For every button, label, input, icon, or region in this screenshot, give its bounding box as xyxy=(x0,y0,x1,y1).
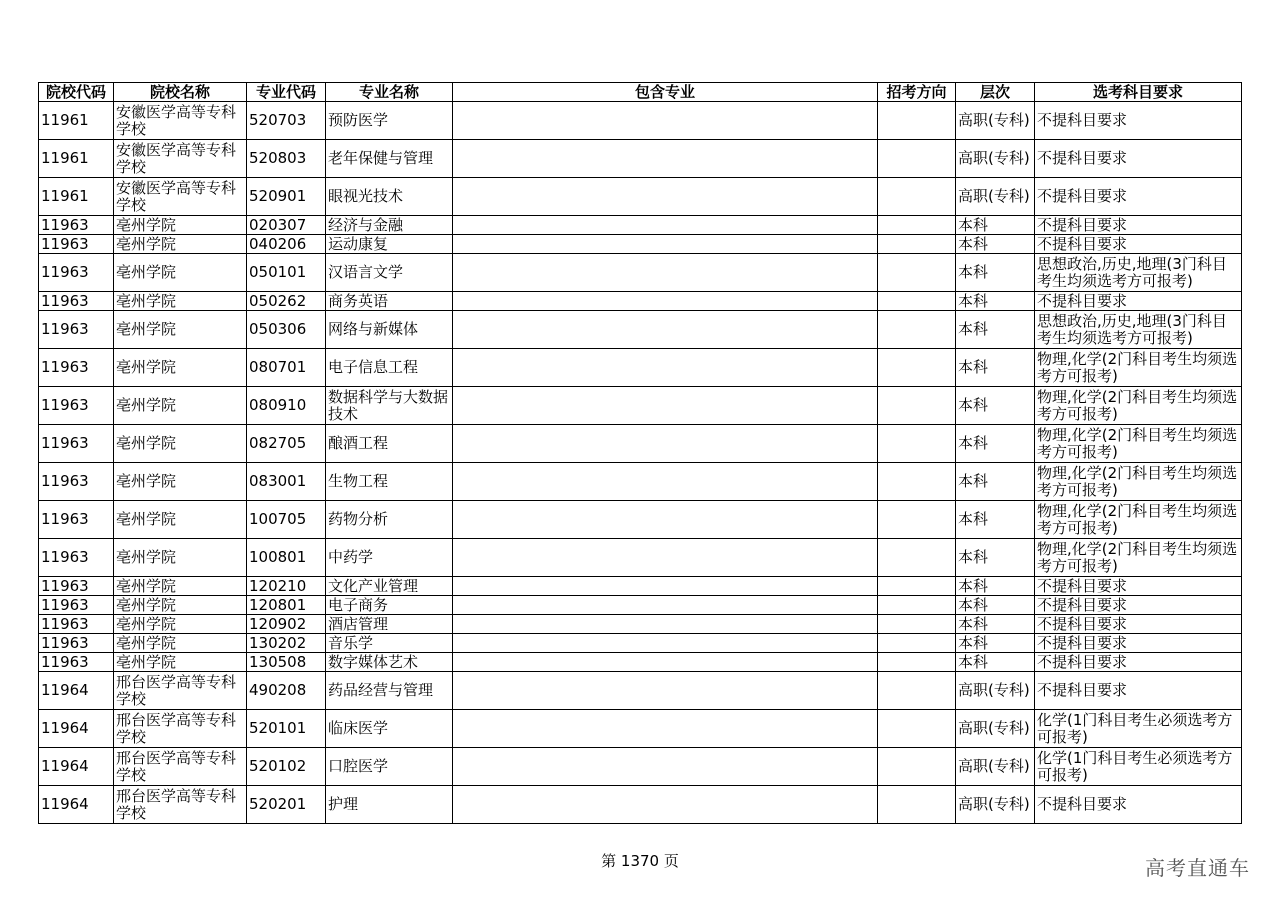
cell-included-majors xyxy=(453,501,878,539)
cell-level: 高职(专科) xyxy=(956,178,1035,216)
cell-level: 高职(专科) xyxy=(956,710,1035,748)
cell-school-code: 11963 xyxy=(39,216,114,235)
cell-school-code: 11963 xyxy=(39,254,114,292)
cell-major-name: 酒店管理 xyxy=(326,615,453,634)
cell-included-majors xyxy=(453,596,878,615)
header-school-name: 院校名称 xyxy=(114,83,247,102)
table-row xyxy=(39,577,1242,596)
table-row xyxy=(39,710,1242,748)
cell-major-name: 酿酒工程 xyxy=(326,425,453,463)
cell-included-majors xyxy=(453,178,878,216)
cell-level: 本科 xyxy=(956,425,1035,463)
cell-included-majors xyxy=(453,786,878,824)
cell-major-code: 120801 xyxy=(247,596,326,615)
cell-school-code: 11964 xyxy=(39,672,114,710)
cell-direction xyxy=(878,596,956,615)
cell-school-code: 11963 xyxy=(39,235,114,254)
page-number: 第 1370 页 xyxy=(601,852,679,870)
cell-subject-requirement: 不提科目要求 xyxy=(1035,178,1242,216)
cell-subject-requirement: 物理,化学(2门科目考生均须选考方可报考) xyxy=(1035,387,1242,425)
cell-major-code: 082705 xyxy=(247,425,326,463)
cell-direction xyxy=(878,425,956,463)
cell-included-majors xyxy=(453,349,878,387)
cell-school-code: 11963 xyxy=(39,634,114,653)
cell-level: 高职(专科) xyxy=(956,102,1035,140)
cell-direction xyxy=(878,254,956,292)
cell-school-name: 亳州学院 xyxy=(114,235,247,254)
table-row xyxy=(39,311,1242,349)
cell-subject-requirement: 不提科目要求 xyxy=(1035,292,1242,311)
cell-school-code: 11961 xyxy=(39,178,114,216)
watermark: 高考直通车 xyxy=(1145,856,1250,880)
cell-level: 本科 xyxy=(956,311,1035,349)
admissions-table xyxy=(38,82,1242,824)
cell-major-code: 100705 xyxy=(247,501,326,539)
cell-school-name: 邢台医学高等专科学校 xyxy=(114,672,247,710)
table-row xyxy=(39,539,1242,577)
table-row xyxy=(39,425,1242,463)
cell-direction xyxy=(878,349,956,387)
cell-school-code: 11963 xyxy=(39,387,114,425)
cell-level: 高职(专科) xyxy=(956,748,1035,786)
cell-school-code: 11964 xyxy=(39,710,114,748)
cell-major-code: 520803 xyxy=(247,140,326,178)
cell-subject-requirement: 不提科目要求 xyxy=(1035,653,1242,672)
cell-major-name: 药物分析 xyxy=(326,501,453,539)
cell-subject-requirement: 不提科目要求 xyxy=(1035,235,1242,254)
cell-major-name: 口腔医学 xyxy=(326,748,453,786)
table-header-row xyxy=(39,83,1242,102)
table-row xyxy=(39,615,1242,634)
cell-subject-requirement: 物理,化学(2门科目考生均须选考方可报考) xyxy=(1035,463,1242,501)
cell-included-majors xyxy=(453,577,878,596)
cell-major-code: 083001 xyxy=(247,463,326,501)
table-body xyxy=(39,102,1242,824)
cell-major-name: 老年保健与管理 xyxy=(326,140,453,178)
cell-major-name: 电子信息工程 xyxy=(326,349,453,387)
cell-level: 高职(专科) xyxy=(956,140,1035,178)
cell-subject-requirement: 不提科目要求 xyxy=(1035,786,1242,824)
cell-school-name: 安徽医学高等专科学校 xyxy=(114,178,247,216)
cell-subject-requirement: 不提科目要求 xyxy=(1035,577,1242,596)
cell-included-majors xyxy=(453,710,878,748)
table-row xyxy=(39,501,1242,539)
cell-major-code: 020307 xyxy=(247,216,326,235)
cell-direction xyxy=(878,178,956,216)
cell-level: 本科 xyxy=(956,292,1035,311)
cell-direction xyxy=(878,615,956,634)
table-row xyxy=(39,235,1242,254)
table-row xyxy=(39,140,1242,178)
cell-major-code: 120902 xyxy=(247,615,326,634)
cell-school-code: 11963 xyxy=(39,577,114,596)
cell-school-code: 11963 xyxy=(39,463,114,501)
cell-major-code: 050101 xyxy=(247,254,326,292)
cell-level: 本科 xyxy=(956,577,1035,596)
cell-major-name: 音乐学 xyxy=(326,634,453,653)
cell-level: 本科 xyxy=(956,254,1035,292)
cell-direction xyxy=(878,501,956,539)
cell-major-code: 080701 xyxy=(247,349,326,387)
cell-level: 本科 xyxy=(956,463,1035,501)
cell-major-name: 经济与金融 xyxy=(326,216,453,235)
cell-direction xyxy=(878,387,956,425)
cell-level: 本科 xyxy=(956,501,1035,539)
cell-major-code: 120210 xyxy=(247,577,326,596)
cell-school-name: 亳州学院 xyxy=(114,254,247,292)
cell-major-code: 520901 xyxy=(247,178,326,216)
cell-subject-requirement: 不提科目要求 xyxy=(1035,140,1242,178)
cell-major-code: 040206 xyxy=(247,235,326,254)
cell-major-name: 商务英语 xyxy=(326,292,453,311)
cell-major-name: 网络与新媒体 xyxy=(326,311,453,349)
cell-school-code: 11964 xyxy=(39,786,114,824)
cell-school-name: 亳州学院 xyxy=(114,387,247,425)
cell-subject-requirement: 不提科目要求 xyxy=(1035,596,1242,615)
cell-major-name: 汉语言文学 xyxy=(326,254,453,292)
cell-subject-requirement: 物理,化学(2门科目考生均须选考方可报考) xyxy=(1035,425,1242,463)
cell-direction xyxy=(878,102,956,140)
cell-included-majors xyxy=(453,634,878,653)
cell-direction xyxy=(878,235,956,254)
table-row xyxy=(39,596,1242,615)
cell-school-code: 11963 xyxy=(39,501,114,539)
cell-subject-requirement: 物理,化学(2门科目考生均须选考方可报考) xyxy=(1035,539,1242,577)
cell-subject-requirement: 不提科目要求 xyxy=(1035,615,1242,634)
cell-level: 高职(专科) xyxy=(956,672,1035,710)
cell-subject-requirement: 不提科目要求 xyxy=(1035,102,1242,140)
header-major-code: 专业代码 xyxy=(247,83,326,102)
header-subject-requirement: 选考科目要求 xyxy=(1035,83,1242,102)
cell-major-code: 100801 xyxy=(247,539,326,577)
cell-direction xyxy=(878,311,956,349)
cell-subject-requirement: 不提科目要求 xyxy=(1035,634,1242,653)
cell-major-name: 药品经营与管理 xyxy=(326,672,453,710)
cell-major-name: 临床医学 xyxy=(326,710,453,748)
cell-school-name: 亳州学院 xyxy=(114,615,247,634)
cell-included-majors xyxy=(453,216,878,235)
cell-major-code: 050262 xyxy=(247,292,326,311)
cell-included-majors xyxy=(453,102,878,140)
header-level: 层次 xyxy=(956,83,1035,102)
cell-included-majors xyxy=(453,235,878,254)
table-row xyxy=(39,349,1242,387)
cell-school-code: 11961 xyxy=(39,140,114,178)
cell-major-code: 520201 xyxy=(247,786,326,824)
cell-school-code: 11964 xyxy=(39,748,114,786)
cell-level: 本科 xyxy=(956,216,1035,235)
cell-direction xyxy=(878,653,956,672)
table-row xyxy=(39,102,1242,140)
cell-included-majors xyxy=(453,311,878,349)
cell-school-code: 11963 xyxy=(39,596,114,615)
cell-direction xyxy=(878,672,956,710)
cell-school-name: 亳州学院 xyxy=(114,577,247,596)
table-row xyxy=(39,748,1242,786)
cell-major-code: 130202 xyxy=(247,634,326,653)
table-row xyxy=(39,786,1242,824)
cell-major-name: 中药学 xyxy=(326,539,453,577)
cell-major-name: 数字媒体艺术 xyxy=(326,653,453,672)
cell-direction xyxy=(878,463,956,501)
cell-school-code: 11963 xyxy=(39,539,114,577)
cell-major-code: 520703 xyxy=(247,102,326,140)
cell-direction xyxy=(878,292,956,311)
table-row xyxy=(39,254,1242,292)
cell-subject-requirement: 物理,化学(2门科目考生均须选考方可报考) xyxy=(1035,349,1242,387)
cell-school-code: 11963 xyxy=(39,615,114,634)
cell-subject-requirement: 化学(1门科目考生必须选考方可报考) xyxy=(1035,748,1242,786)
cell-level: 本科 xyxy=(956,387,1035,425)
cell-subject-requirement: 物理,化学(2门科目考生均须选考方可报考) xyxy=(1035,501,1242,539)
cell-level: 本科 xyxy=(956,596,1035,615)
cell-school-name: 亳州学院 xyxy=(114,596,247,615)
cell-school-name: 亳州学院 xyxy=(114,653,247,672)
cell-school-name: 亳州学院 xyxy=(114,292,247,311)
cell-school-name: 亳州学院 xyxy=(114,216,247,235)
cell-direction xyxy=(878,748,956,786)
cell-major-code: 050306 xyxy=(247,311,326,349)
table-row xyxy=(39,634,1242,653)
cell-included-majors xyxy=(453,292,878,311)
cell-subject-requirement: 化学(1门科目考生必须选考方可报考) xyxy=(1035,710,1242,748)
cell-direction xyxy=(878,140,956,178)
cell-major-code: 520101 xyxy=(247,710,326,748)
cell-major-name: 预防医学 xyxy=(326,102,453,140)
cell-school-name: 亳州学院 xyxy=(114,539,247,577)
cell-subject-requirement: 思想政治,历史,地理(3门科目考生均须选考方可报考) xyxy=(1035,311,1242,349)
cell-included-majors xyxy=(453,254,878,292)
cell-school-code: 11963 xyxy=(39,311,114,349)
cell-school-code: 11963 xyxy=(39,349,114,387)
cell-major-name: 护理 xyxy=(326,786,453,824)
cell-school-code: 11963 xyxy=(39,425,114,463)
table-row xyxy=(39,292,1242,311)
cell-included-majors xyxy=(453,748,878,786)
cell-major-name: 运动康复 xyxy=(326,235,453,254)
cell-subject-requirement: 不提科目要求 xyxy=(1035,672,1242,710)
table-row xyxy=(39,216,1242,235)
cell-school-name: 邢台医学高等专科学校 xyxy=(114,710,247,748)
cell-major-code: 130508 xyxy=(247,653,326,672)
cell-direction xyxy=(878,216,956,235)
cell-school-code: 11963 xyxy=(39,653,114,672)
cell-major-name: 数据科学与大数据技术 xyxy=(326,387,453,425)
cell-subject-requirement: 不提科目要求 xyxy=(1035,216,1242,235)
cell-included-majors xyxy=(453,539,878,577)
cell-subject-requirement: 思想政治,历史,地理(3门科目考生均须选考方可报考) xyxy=(1035,254,1242,292)
cell-level: 本科 xyxy=(956,653,1035,672)
cell-major-name: 生物工程 xyxy=(326,463,453,501)
cell-school-name: 安徽医学高等专科学校 xyxy=(114,102,247,140)
cell-direction xyxy=(878,634,956,653)
cell-major-name: 电子商务 xyxy=(326,596,453,615)
cell-included-majors xyxy=(453,653,878,672)
cell-included-majors xyxy=(453,140,878,178)
cell-school-name: 亳州学院 xyxy=(114,311,247,349)
table-row xyxy=(39,653,1242,672)
cell-school-name: 亳州学院 xyxy=(114,501,247,539)
header-direction: 招考方向 xyxy=(878,83,956,102)
table-row xyxy=(39,463,1242,501)
cell-level: 本科 xyxy=(956,235,1035,254)
cell-included-majors xyxy=(453,425,878,463)
cell-included-majors xyxy=(453,463,878,501)
table-row xyxy=(39,672,1242,710)
cell-direction xyxy=(878,786,956,824)
cell-direction xyxy=(878,577,956,596)
cell-level: 高职(专科) xyxy=(956,786,1035,824)
cell-school-name: 亳州学院 xyxy=(114,463,247,501)
table-row xyxy=(39,387,1242,425)
cell-school-name: 亳州学院 xyxy=(114,634,247,653)
cell-included-majors xyxy=(453,672,878,710)
cell-level: 本科 xyxy=(956,349,1035,387)
cell-included-majors xyxy=(453,387,878,425)
cell-direction xyxy=(878,539,956,577)
cell-included-majors xyxy=(453,615,878,634)
cell-major-code: 520102 xyxy=(247,748,326,786)
cell-school-name: 亳州学院 xyxy=(114,349,247,387)
cell-school-name: 邢台医学高等专科学校 xyxy=(114,786,247,824)
table-row xyxy=(39,178,1242,216)
header-included-majors: 包含专业 xyxy=(453,83,878,102)
cell-direction xyxy=(878,710,956,748)
cell-major-code: 080910 xyxy=(247,387,326,425)
cell-school-code: 11963 xyxy=(39,292,114,311)
cell-level: 本科 xyxy=(956,539,1035,577)
cell-school-code: 11961 xyxy=(39,102,114,140)
cell-school-name: 亳州学院 xyxy=(114,425,247,463)
cell-major-name: 眼视光技术 xyxy=(326,178,453,216)
header-school-code: 院校代码 xyxy=(39,83,114,102)
cell-school-name: 安徽医学高等专科学校 xyxy=(114,140,247,178)
cell-major-code: 490208 xyxy=(247,672,326,710)
cell-level: 本科 xyxy=(956,615,1035,634)
cell-level: 本科 xyxy=(956,634,1035,653)
cell-major-name: 文化产业管理 xyxy=(326,577,453,596)
cell-school-name: 邢台医学高等专科学校 xyxy=(114,748,247,786)
header-major-name: 专业名称 xyxy=(326,83,453,102)
